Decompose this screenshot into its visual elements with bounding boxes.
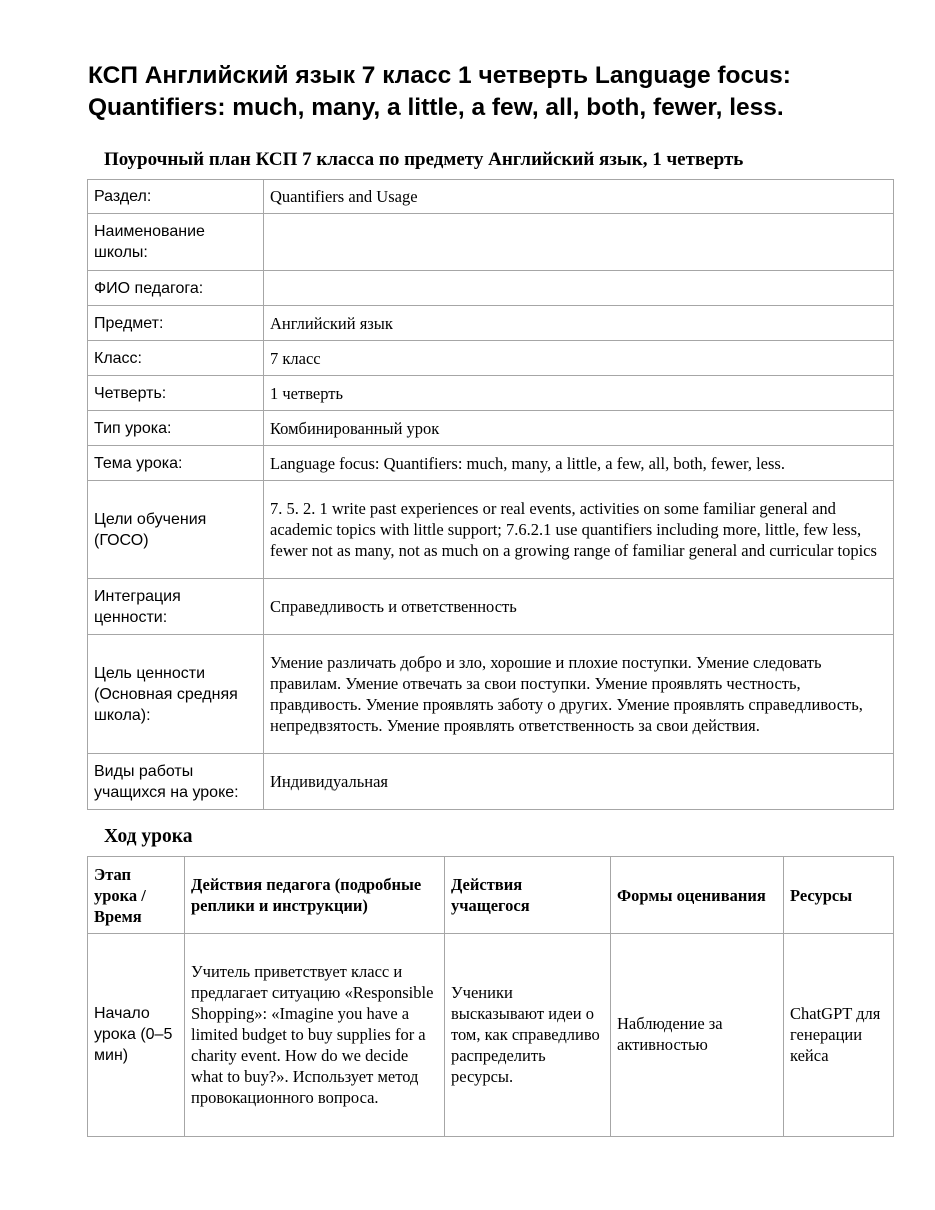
info-value: Quantifiers and Usage [264, 180, 894, 214]
header-student-actions: Действия учащегося [445, 857, 611, 934]
cell-resources: ChatGPT для генерации кейса [784, 934, 894, 1137]
info-row-objectives [88, 481, 894, 579]
info-value: 7. 5. 2. 1 write past experiences or real events, activities on some familiar general and academic topics with little support; 7.6.2.1 use quantifiers including more, little, few less, fewer not as many, not as much on a growing range of familiar general and curricular topics [264, 481, 894, 579]
info-value [264, 214, 894, 271]
process-row [88, 934, 894, 1137]
info-row-grade [88, 341, 894, 376]
header-stage: Этап урока / Время [88, 857, 185, 934]
process-header-row [88, 857, 894, 934]
info-row-school [88, 214, 894, 271]
cell-stage: Начало урока (0–5 мин) [88, 934, 185, 1137]
info-row-section [88, 180, 894, 214]
info-label: Предмет: [88, 306, 264, 341]
info-row-value-goal [88, 635, 894, 754]
info-row-work-types [88, 754, 894, 810]
info-value: Индивидуальная [264, 754, 894, 810]
info-label: Виды работы учащихся на уроке: [88, 754, 264, 810]
info-label: ФИО педагога: [88, 271, 264, 306]
cell-teacher-actions: Учитель приветствует класс и предлагает ситуацию «Responsible Shopping»: «Imagine you have a limited budget to buy supplies for a charity event. How do we decide what to buy?». Использует метод провокационного вопроса. [185, 934, 445, 1137]
info-label: Цели обучения (ГОСО) [88, 481, 264, 579]
lesson-info-table [87, 179, 894, 810]
info-row-topic [88, 446, 894, 481]
info-label: Тип урока: [88, 411, 264, 446]
info-value: 1 четверть [264, 376, 894, 411]
lesson-process-table [87, 856, 894, 1137]
info-value: Английский язык [264, 306, 894, 341]
header-resources: Ресурсы [784, 857, 894, 934]
cell-student-actions: Ученики высказывают идеи о том, как справедливо распределить ресурсы. [445, 934, 611, 1137]
info-value [264, 271, 894, 306]
lesson-process-heading: Ход урока [104, 826, 193, 847]
info-value: Справедливость и ответственность [264, 579, 894, 635]
info-row-value-integration [88, 579, 894, 635]
info-label: Тема урока: [88, 446, 264, 481]
info-row-subject [88, 306, 894, 341]
info-label: Четверть: [88, 376, 264, 411]
info-row-teacher [88, 271, 894, 306]
info-label: Раздел: [88, 180, 264, 214]
info-label: Наименование школы: [88, 214, 264, 271]
cell-assessment: Наблюдение за активностью [611, 934, 784, 1137]
document-title: КСП Английский язык 7 класс 1 четверть Language focus: Quantifiers: much, many, a little, a few, all, both, fewer, less. [88, 62, 791, 121]
info-value: Умение различать добро и зло, хорошие и плохие поступки. Умение следовать правилам. Умение отвечать за свои поступки. Умение проявлять честность, правдивость. Умение проявлять заботу о других. Умение проявлять справедливость, непредвзятость. Умение проявлять ответственность за свои действия. [264, 635, 894, 754]
info-row-quarter [88, 376, 894, 411]
info-value: Комбинированный урок [264, 411, 894, 446]
info-row-lesson-type [88, 411, 894, 446]
header-teacher-actions: Действия педагога (подробные реплики и инструкции) [185, 857, 445, 934]
header-assessment: Формы оценивания [611, 857, 784, 934]
plan-heading: Поурочный план КСП 7 класса по предмету Английский язык, 1 четверть [104, 149, 744, 170]
info-value: Language focus: Quantifiers: much, many, a little, a few, all, both, fewer, less. [264, 446, 894, 481]
info-label: Интеграция ценности: [88, 579, 264, 635]
info-value: 7 класс [264, 341, 894, 376]
info-label: Цель ценности (Основная средняя школа): [88, 635, 264, 754]
info-label: Класс: [88, 341, 264, 376]
